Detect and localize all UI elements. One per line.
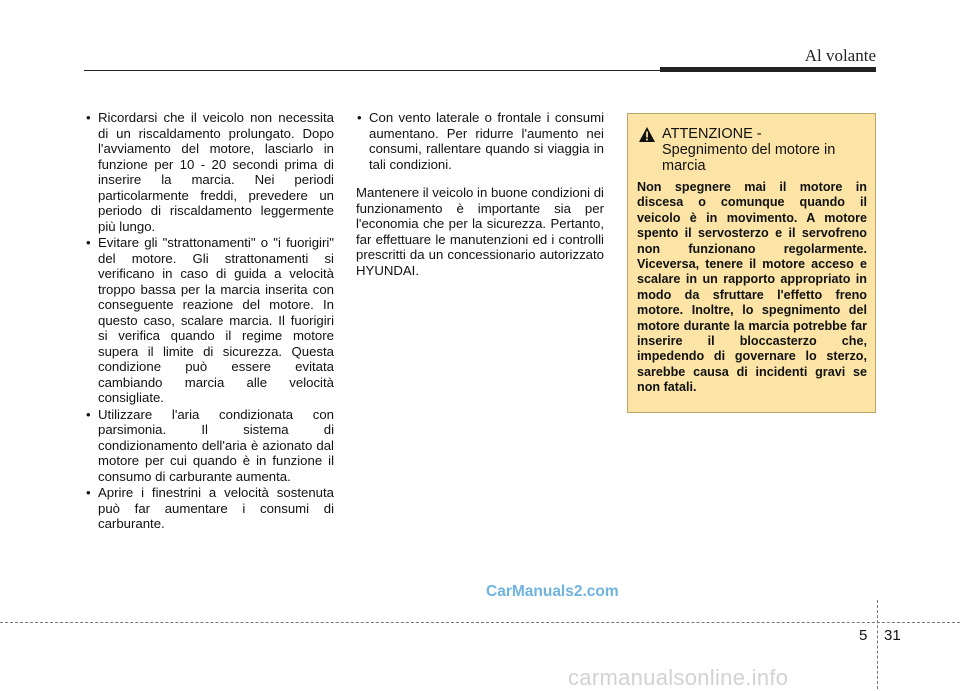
middle-column [356,110,604,278]
header-rule-bold [660,67,876,72]
left-bullet-list [85,110,334,532]
section-title: Al volante [804,46,876,65]
header-rule [84,70,660,71]
chapter-number: 5 [859,627,868,644]
site-watermark: carmanualsonline.info [568,665,789,690]
maintenance-paragraph: Mantenere il veicolo in buone condizioni di funzionamento è importante sia per l'economia che per la sicurezza. Pertanto, far effettuare le manutenzioni ed i controlli prescritti da un concessionario autorizzato HYUNDAI. [356,185,604,278]
warning-triangle-icon [638,126,656,143]
warning-header [637,126,867,174]
warning-title: ATTENZIONE - [662,126,762,142]
footer-rule [0,622,960,623]
footer-divider [877,600,878,689]
list-item: • Ricordarsi che il veicolo non necessita di un riscaldamento prolungato. Dopo l'avviamento del motore, lasciarlo in funzione per 10 - 20 secondi prima di inserire la marcia. Nei periodi particolarmente freddi, prevedere un periodo di riscaldamento leggermente più lungo. [85,110,334,234]
page-number: 31 [884,627,901,644]
list-item: • Aprire i finestrini a velocità sostenuta può far aumentare i consumi di carburante. [85,485,334,532]
watermark: CarManuals2.com [486,583,619,600]
warning-body: Non spegnere mai il motore in discesa o comunque quando il veicolo è in movimento. A motore spento il servosterzo e il servofreno non funzionano regolarmente. Viceversa, tenere il motore acceso e scalare in un rapporto appropriato in modo da sfruttare l'effetto freno motore. Inoltre, lo spegnimento del motore durante la marcia potrebbe far inserire il bloccasterzo che, impedendo di governare lo sterzo, sarebbe causa di incidenti gravi se non fatali. [637,180,867,395]
list-item: • Utilizzare l'aria condizionata con parsimonia. Il sistema di condizionamento dell'aria è azionato dal motore per cui quando è in funzione il consumo di carburante aumenta. [85,407,334,485]
list-item: • Con vento laterale o frontale i consumi aumentano. Per ridurre l'aumento nei consumi, rallentare quando si viaggia in tali condizioni. [356,110,604,172]
middle-bullet-list [356,110,604,172]
warning-subtitle: Spegnimento del motore in marcia [662,142,836,174]
left-column [85,110,334,533]
list-item: • Evitare gli "strattonamenti" o "i fuorigiri" del motore. Gli strattonamenti si verificano in caso di guida a velocità troppo bassa per la marcia inserita con conseguente reazione del motore. In questo caso, scalare marcia. Il fuorigiri si verifica quando il regime motore supera il limite di sicurezza. Questa condizione può essere evitata cambiando marcia alle velocità consigliate. [85,235,334,406]
warning-box [627,113,876,413]
